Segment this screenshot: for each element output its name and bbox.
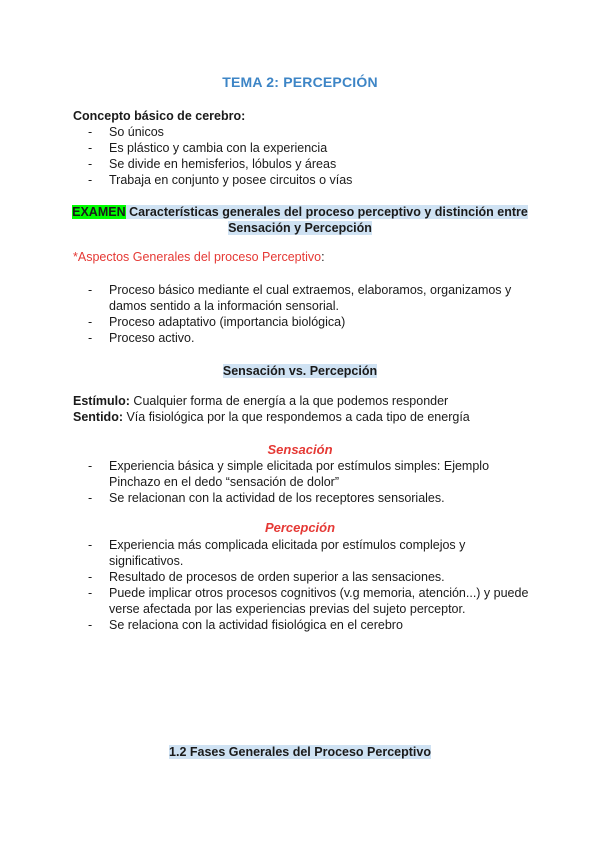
list-item: - Se relacionan con la actividad de los receptores sensoriales. [88,491,445,505]
page-title: TEMA 2: PERCEPCIÓN [222,74,378,90]
list-item: significativos. [109,554,184,568]
sensacion-title: Sensación [267,442,333,457]
list-item: - Experiencia básica y simple elicitada por estímulos simples: Ejemplo [88,459,490,473]
examen-heading: EXAMEN Características generales del proceso perceptivo y distinción entre Sensación y Percepción [72,205,528,235]
list-item: - Proceso básico mediante el cual extraemos, elaboramos, organizamos y [88,283,512,297]
list-item: - Se relaciona con la actividad fisiológica en el cerebro [88,618,403,632]
list-item: - Resultado de procesos de orden superior a las sensaciones. [88,570,445,584]
list-item: - So únicos [88,125,164,139]
list-item: - Es plástico y cambia con la experiencia [88,141,328,155]
sentido-definition: Sentido: Vía fisiológica por la que respondemos a cada tipo de energía [73,410,470,424]
percepcion-list [88,537,528,633]
percepcion-title: Percepción [264,520,336,535]
concepto-list [88,124,352,188]
list-item: verse afectada por las experiencias previas del sujeto perceptor. [109,602,466,616]
list-item: Pinchazo en el dedo “sensación de dolor” [109,475,340,489]
list-item: - Experiencia más complicada elicitada por estímulos complejos y [88,538,466,552]
list-item: - Se divide en hemisferios, lóbulos y áreas [88,157,337,171]
aspectos-list [88,282,511,346]
list-item: - Trabaja en conjunto y posee circuitos o vías [88,173,353,187]
sensacion-vs-heading: Sensación vs. Percepción [222,364,378,378]
estimulo-definition: Estímulo: Cualquier forma de energía a la que podemos responder [73,394,449,408]
list-item: - Puede implicar otros procesos cognitivos (v.g memoria, atención...) y puede [88,586,529,600]
list-item: damos sentido a la información sensorial. [109,299,339,313]
sensacion-list [88,458,489,506]
examen-tag: EXAMEN [72,205,126,219]
concepto-heading: Concepto básico de cerebro: [73,109,246,123]
list-item: - Proceso activo. [88,331,195,345]
list-item: - Proceso adaptativo (importancia biológica) [88,315,346,329]
aspectos-heading: *Aspectos Generales del proceso Perceptivo: [73,250,325,264]
fases-heading: 1.2 Fases Generales del Proceso Perceptivo [169,745,431,759]
